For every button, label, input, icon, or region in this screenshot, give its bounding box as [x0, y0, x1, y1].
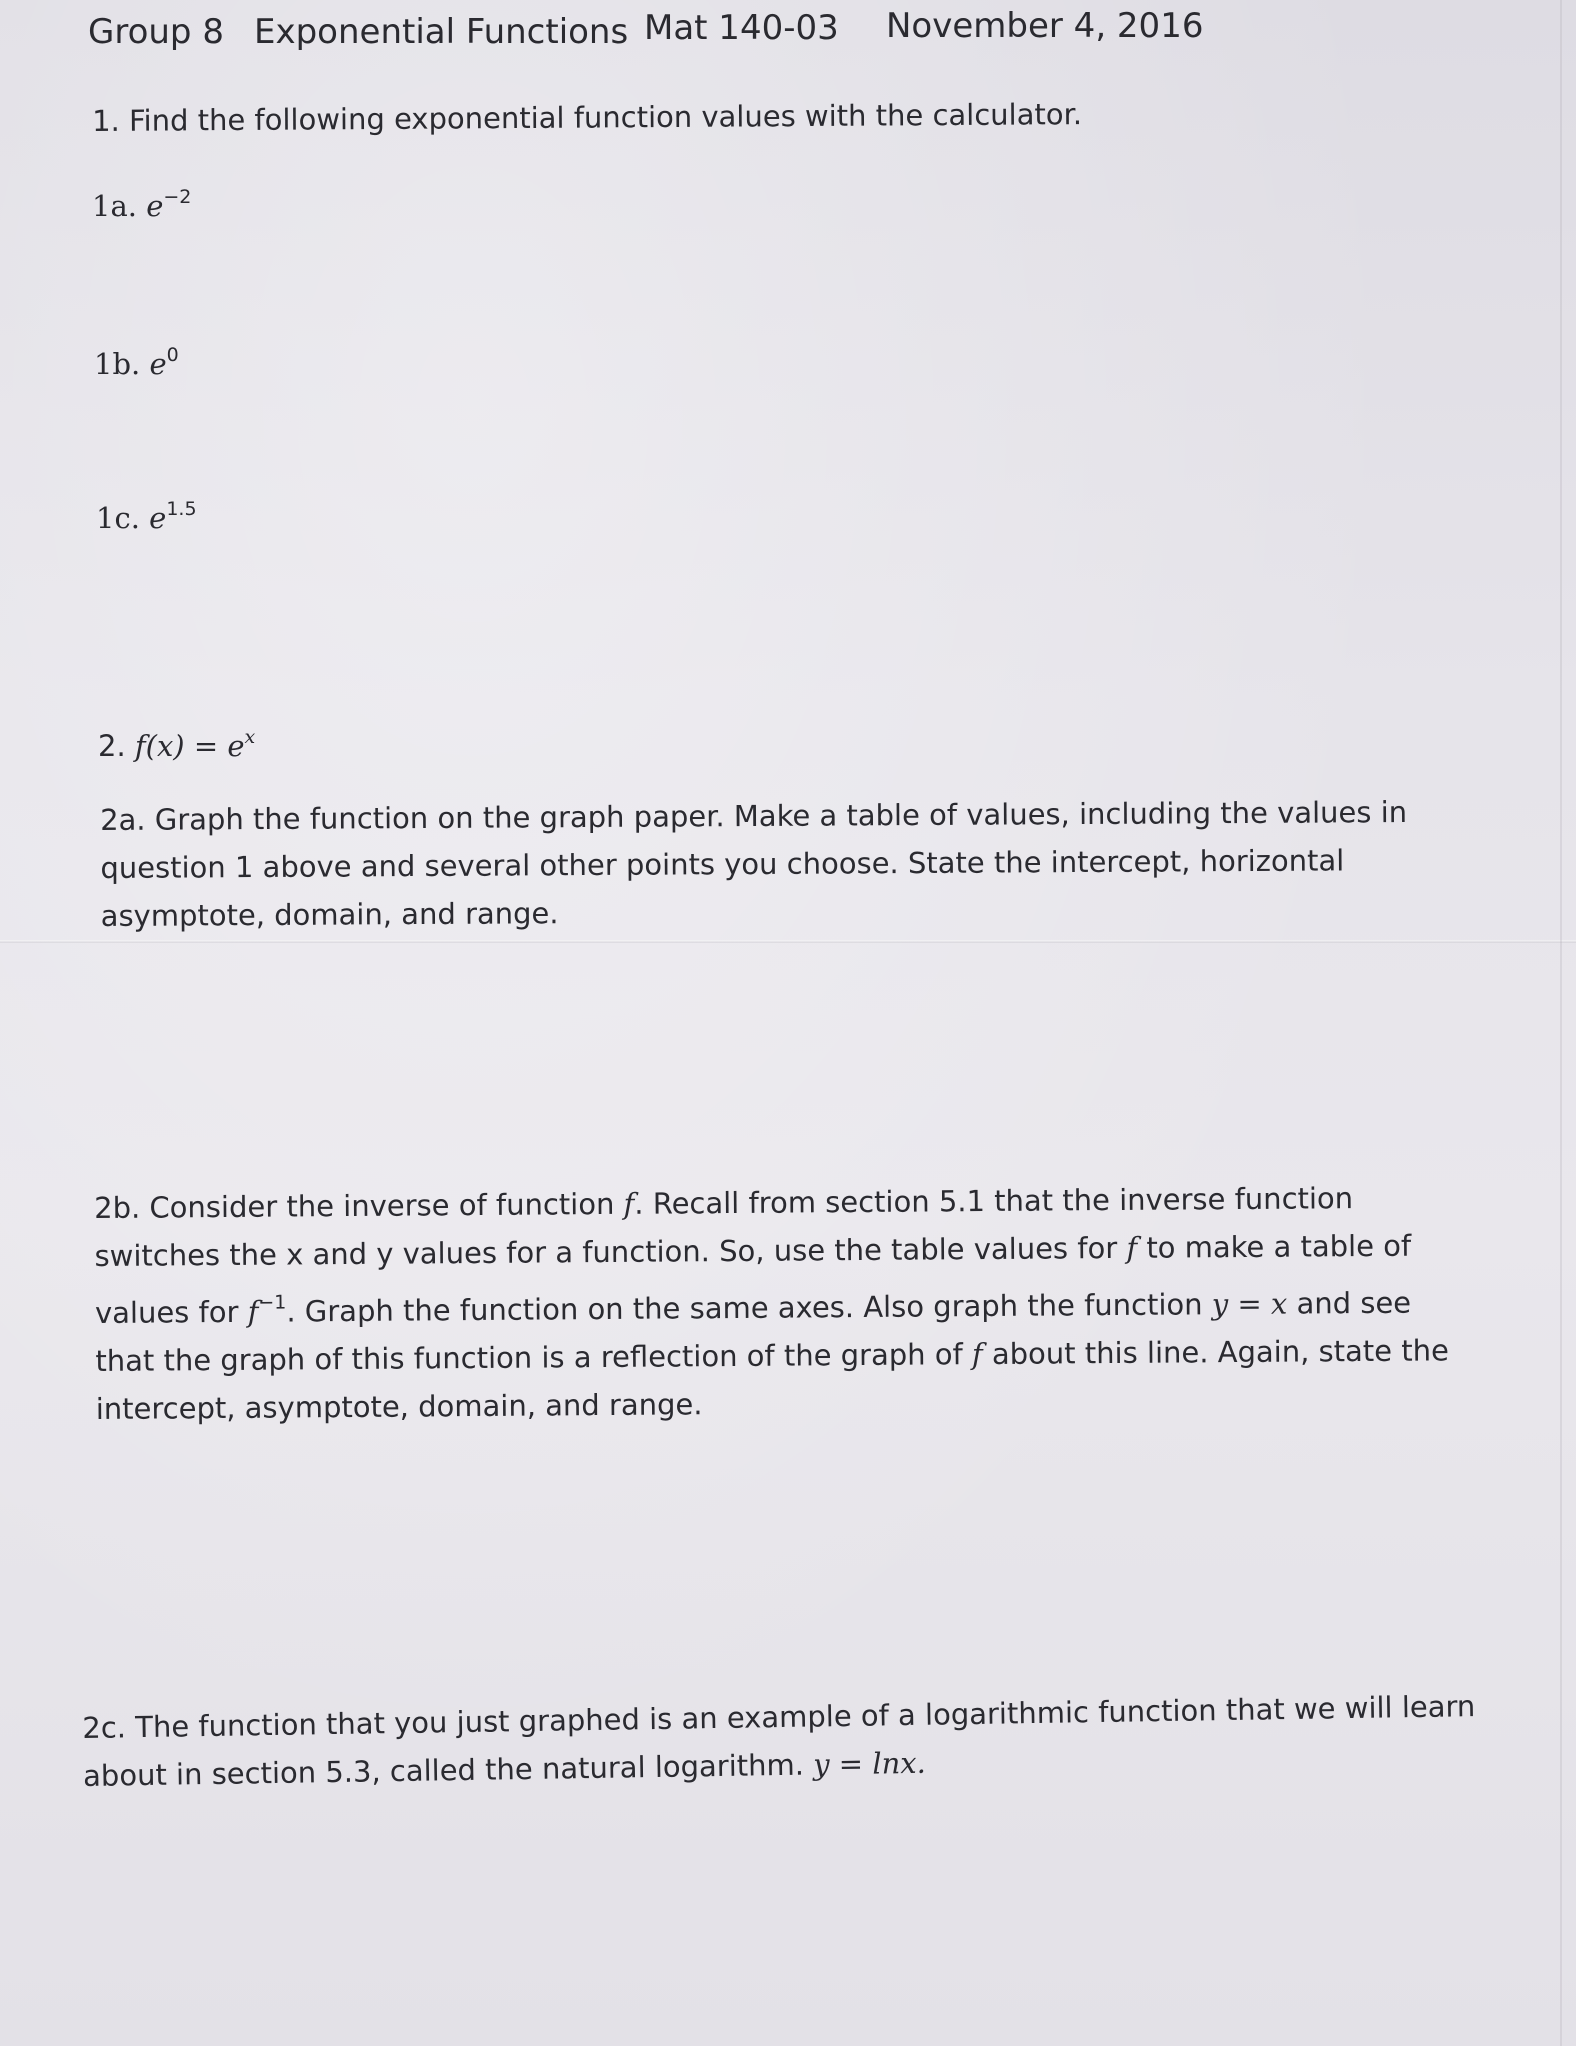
q2b-f-symbol: f — [247, 1294, 259, 1329]
q2c-text: about in section 5.3, called the natural logarithm. — [82, 1747, 814, 1793]
q1a-item — [92, 186, 191, 224]
q2b-f-symbol: f — [623, 1186, 635, 1221]
q1b-base: e — [149, 347, 167, 381]
q2a-paragraph — [100, 788, 1408, 940]
q2a-line: 2a. Graph the function on the graph paper. Make a table of values, including the values in — [100, 795, 1408, 837]
q2b-text: and see — [1287, 1285, 1412, 1321]
q2b-text: 2b. Consider the inverse of function — [94, 1186, 624, 1225]
q2b-text: that the graph of this function is a reflection of the graph of — [95, 1337, 973, 1378]
q2b-equation: y = x — [1211, 1286, 1288, 1322]
q2a-line: question 1 above and several other points you choose. State the intercept, horizontal — [100, 843, 1345, 885]
q2c-equation: y = lnx. — [812, 1745, 927, 1782]
header-title: Exponential Functions — [254, 12, 629, 52]
q1c-label: 1c. — [96, 501, 140, 535]
q1a-exponent: −2 — [163, 186, 192, 208]
header-date: November 4, 2016 — [886, 6, 1204, 46]
q2-function-text: f(x) = e — [134, 729, 245, 763]
q2b-text: to make a table of — [1137, 1228, 1412, 1265]
q1a-base: e — [146, 189, 164, 223]
q1b-exponent: 0 — [166, 344, 179, 366]
header-group: Group 8 — [88, 12, 224, 52]
q2a-line: asymptote, domain, and range. — [100, 896, 559, 933]
q2-function — [98, 726, 255, 764]
q2b-line-3 — [95, 1269, 1449, 1337]
q1-prompt: 1. Find the following exponential function values with the calculator. — [92, 97, 1083, 138]
q2b-text: . Graph the function on the same axes. Also graph the function — [286, 1287, 1212, 1329]
q1c-item — [96, 498, 197, 536]
q2b-text: . Recall from section 5.1 that the inverse function — [634, 1181, 1354, 1221]
q2b-text: about this line. Again, state the — [982, 1333, 1450, 1372]
q1b-item — [94, 344, 179, 382]
q1b-label: 1b. — [94, 347, 141, 381]
header-course: Mat 140-03 — [644, 8, 839, 48]
q1c-base: e — [149, 501, 167, 535]
q2c-paragraph — [82, 1682, 1476, 1800]
q2-function-exponent: x — [244, 726, 256, 748]
q1a-label: 1a. — [92, 189, 137, 223]
q2b-f-symbol: f — [1126, 1230, 1138, 1265]
q2b-text: values for — [94, 1294, 248, 1330]
q2c-line-1: 2c. The function that you just graphed is an example of a logarithmic function that we will learn — [82, 1689, 1476, 1745]
q2b-f-symbol: f — [971, 1337, 983, 1372]
q2b-inverse-exponent: −1 — [258, 1291, 287, 1314]
q2-label: 2. — [98, 729, 126, 763]
q2b-line-5: intercept, asymptote, domain, and range. — [95, 1387, 703, 1426]
paper-fold-horizontal — [0, 940, 1576, 943]
paper-fold-vertical — [1560, 0, 1562, 2046]
q2b-paragraph — [94, 1173, 1449, 1433]
q2b-text: switches the x and y values for a function. So, use the table values for — [94, 1230, 1127, 1273]
q1c-exponent: 1.5 — [166, 498, 197, 520]
